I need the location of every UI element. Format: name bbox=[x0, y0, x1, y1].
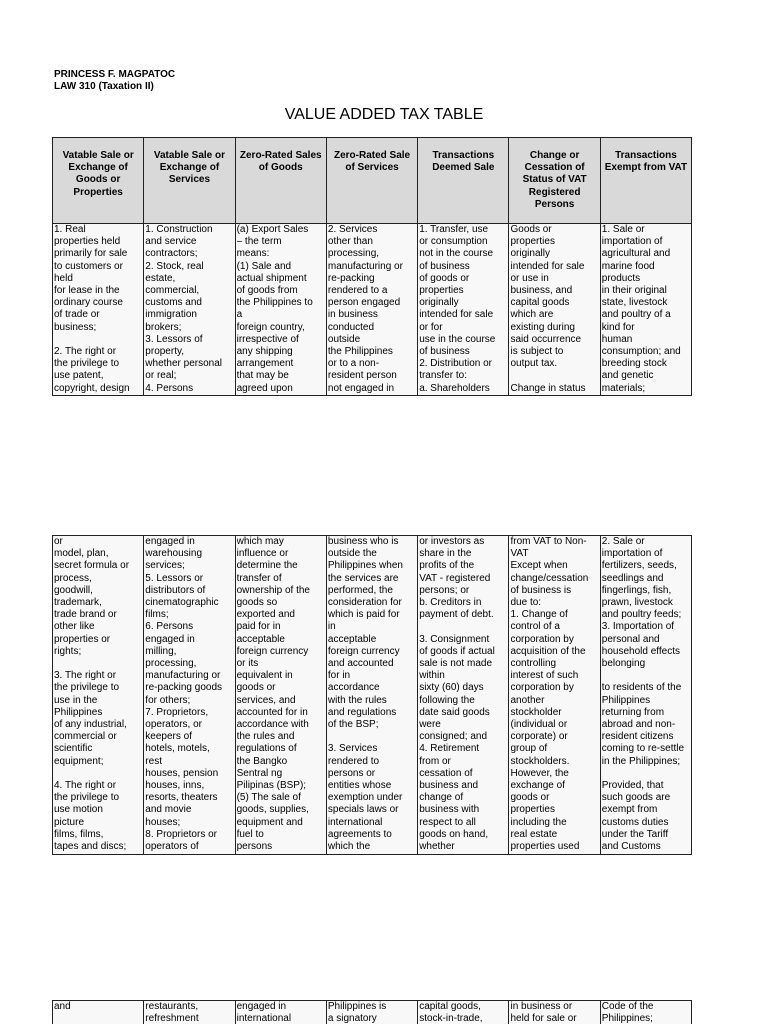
table-cell bbox=[600, 224, 691, 396]
table-cell bbox=[418, 1001, 509, 1024]
table-cell bbox=[144, 224, 235, 396]
table-cell bbox=[144, 1001, 235, 1024]
cell-text: 1. Sale or importation of agricultural and marine food products in their original state, livestock and poultry of a kind for human consumption; and breeding stock and genetic materials; bbox=[601, 224, 681, 394]
cell-text: and bbox=[54, 1001, 71, 1012]
cell-text: Goods or properties originally intended for sale or use in business, and capital goods which are existing during said occurrence is subject to output tax. Change in status bbox=[510, 224, 586, 394]
document-header bbox=[54, 69, 175, 93]
column-header: Zero-Rated Sales of Goods bbox=[235, 138, 326, 224]
table-row bbox=[53, 1001, 692, 1024]
cell-text: (a) Export Sales – the term means: (1) Sale and actual shipment of goods from the Philippines to a foreign country, irrespective of any shipping arrangement that may be agreed upon bbox=[236, 224, 313, 394]
author-name: PRINCESS F. MAGPATOC bbox=[54, 69, 176, 80]
cell-text: engaged in warehousing services; 5. Lessors or distributors of cinematographic films; 6. Persons engaged in milling, processing, manufacturing or re-packing goods for others; 7. Proprietors, operators, or keepers of hotels, motels, rest houses, pension houses, inns, resorts, theaters and movie houses; 8. Proprietors or operators of bbox=[145, 536, 223, 853]
course-name: LAW 310 (Taxation II) bbox=[54, 81, 154, 92]
column-header: Transactions Exempt from VAT bbox=[600, 138, 691, 224]
table-cell bbox=[509, 224, 600, 396]
table-cell bbox=[418, 536, 509, 855]
table-cell bbox=[600, 1001, 691, 1024]
table-cell bbox=[53, 536, 144, 855]
cell-text: 2. Sale or importation of fertilizers, seeds, seedlings and fingerlings, fish, prawn, livestock and poultry feeds; 3. Importation of personal and household effects belonging to residents of the Philippines returning from abroad and non- resident citizens coming to re-settle in the Philippines; Provided, that such goods are exempt from customs duties under the Tariff and Customs bbox=[601, 536, 685, 853]
table-cell bbox=[235, 1001, 326, 1024]
cell-text: from VAT to Non- VAT Except when change/cessation of business is due to: 1. Change of control of a corporation by acquisition of the controlling interest of such corporation by another stockholder (individual or corporate) or group of stockholders. However, the exchange of goods or properties including the real estate properties used bbox=[510, 536, 589, 853]
cell-text: in business or held for sale or bbox=[510, 1001, 577, 1024]
column-header: Transactions Deemed Sale bbox=[418, 138, 509, 224]
cell-text: 2. Services other than processing, manufacturing or re-packing rendered to a person engaged in business conducted outside the Philippines or to a non- resident person not engaged in bbox=[327, 224, 403, 394]
cell-text: 1. Real properties held primarily for sale to customers or held for lease in the ordinary course of trade or business; 2. The right or the privilege to use patent, copyright, design bbox=[54, 224, 130, 394]
table-cell bbox=[509, 1001, 600, 1024]
cell-text: capital goods, stock-in-trade, bbox=[419, 1001, 483, 1024]
column-header: Vatable Sale or Exchange of Goods or Properties bbox=[53, 138, 144, 224]
table-cell bbox=[509, 536, 600, 855]
cell-text: or investors as share in the profits of the VAT - registered persons; or b. Creditors in payment of debt. 3. Consignment of goods if actual sale is not made within sixty (60) days following the date said goods were consigned; and 4. Retirement from or cessation of business and change of business with respect to all goods on hand, whether bbox=[419, 536, 495, 853]
table-header-row bbox=[53, 138, 692, 224]
cell-text: 1. Transfer, use or consumption not in the course of business of goods or properties originally intended for sale or for use in the course of business 2. Distribution or transfer to: a. Shareholders bbox=[419, 224, 496, 394]
table-cell bbox=[235, 536, 326, 855]
cell-text: Philippines is a signatory bbox=[327, 1001, 387, 1024]
column-header: Change or Cessation of Status of VAT Registered Persons bbox=[509, 138, 600, 224]
table-cell bbox=[53, 224, 144, 396]
table-cell bbox=[144, 536, 235, 855]
cell-text: or model, plan, secret formula or process, goodwill, trademark, trade brand or other like properties or rights; 3. The right or the privilege to use in the Philippines of any industrial, commercial or scientific equipment; 4. The right or the privilege to use motion picture films, films, tapes and discs; bbox=[54, 536, 130, 853]
table-cell bbox=[326, 224, 417, 396]
vat-table-segment-3 bbox=[52, 1000, 692, 1024]
table-cell bbox=[326, 536, 417, 855]
table-cell bbox=[418, 224, 509, 396]
column-header: Zero-Rated Sale of Services bbox=[326, 138, 417, 224]
cell-text: Code of the Philippines; bbox=[601, 1001, 654, 1024]
table-cell bbox=[600, 536, 691, 855]
vat-table-segment-2 bbox=[52, 535, 692, 855]
column-header: Vatable Sale or Exchange of Services bbox=[144, 138, 235, 224]
cell-text: business who is outside the Philippines when the services are performed, the consideration for which is paid for in acceptable foreign currency and accounted for in accordance with the rules and regulations of the BSP; 3. Services rendered to persons or entities whose exemption under specials laws or international agreements to which the bbox=[327, 536, 403, 853]
table-cell bbox=[326, 1001, 417, 1024]
table-row bbox=[53, 224, 692, 396]
vat-table-segment-1 bbox=[52, 137, 692, 396]
page-title: VALUE ADDED TAX TABLE bbox=[284, 106, 484, 123]
table-cell bbox=[235, 224, 326, 396]
cell-text: which may influence or determine the transfer of ownership of the goods so exported and paid for in acceptable foreign currency or its equivalent in goods or services, and accounted for in accordance with the rules and regulations of the Bangko Sentral ng Pilipinas (BSP); (5) The sale of goods, supplies, equipment and fuel to persons bbox=[236, 536, 310, 853]
table-cell bbox=[53, 1001, 144, 1024]
table-row bbox=[53, 536, 692, 855]
cell-text: 1. Construction and service contractors; 2. Stock, real estate, commercial, customs and immigration brokers; 3. Lessors of property, whether personal or real; 4. Persons bbox=[145, 224, 223, 394]
cell-text: restaurants, refreshment bbox=[145, 1001, 199, 1024]
cell-text: engaged in international bbox=[236, 1001, 292, 1024]
